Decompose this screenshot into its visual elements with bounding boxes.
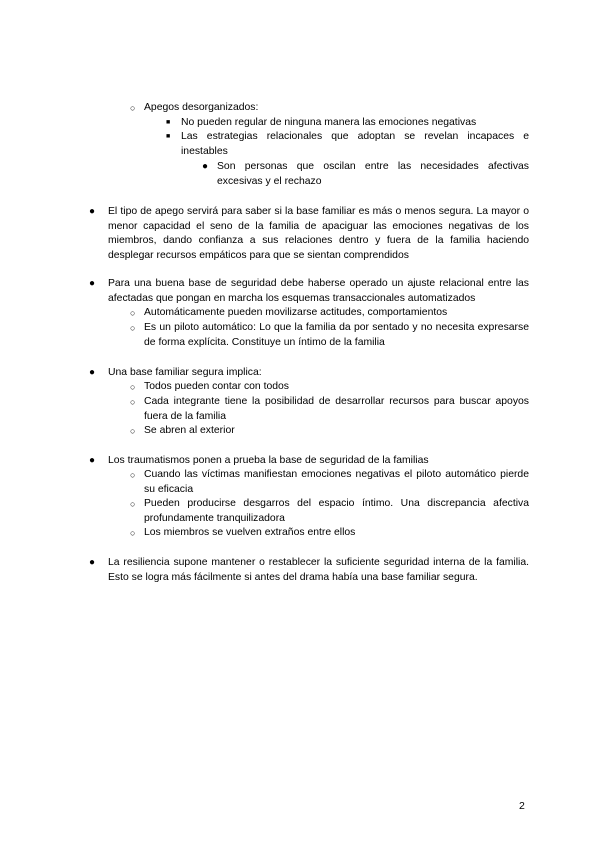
bullet-icon: ● xyxy=(89,278,96,289)
list-item: No pueden regular de ninguna manera las emociones negativas xyxy=(181,117,477,128)
list-item: Se abren al exterior xyxy=(144,425,235,436)
list-item: La resiliencia supone mantener o restablecer la suficiente seguridad interna de la familia. Esto se logra más fácilmente si antes del drama había una base familiar segura. xyxy=(108,557,529,583)
hollow-circle-bullet-icon: ○ xyxy=(130,308,136,318)
bullet-icon: ● xyxy=(89,557,96,568)
hollow-circle-bullet-icon: ○ xyxy=(130,103,136,113)
list-item: Los traumatismos ponen a prueba la base de seguridad de la familias xyxy=(108,455,429,466)
page-number: 2 xyxy=(519,800,525,812)
list-item: Es un piloto automático: Lo que la familia da por sentado y no necesita expresarse de forma explícita. Constituye un íntimo de la familia xyxy=(144,322,529,348)
hollow-circle-bullet-icon: ○ xyxy=(130,397,136,407)
hollow-circle-bullet-icon: ○ xyxy=(130,499,136,509)
hollow-circle-bullet-icon: ○ xyxy=(130,426,136,436)
bullet-icon: ● xyxy=(89,206,96,217)
hollow-circle-bullet-icon: ○ xyxy=(130,528,136,538)
list-item: Cada integrante tiene la posibilidad de desarrollar recursos para buscar apoyos fuera de la familia xyxy=(144,396,529,422)
bullet-icon: ● xyxy=(202,161,209,172)
list-item: Los miembros se vuelven extraños entre ellos xyxy=(144,527,356,538)
square-bullet-icon: ■ xyxy=(166,133,171,140)
list-item: Son personas que oscilan entre las necesidades afectivas excesivas y el rechazo xyxy=(217,161,529,187)
hollow-circle-bullet-icon: ○ xyxy=(130,323,136,333)
list-item: Cuando las víctimas manifiestan emociones negativas el piloto automático pierde su eficacia xyxy=(144,469,529,495)
hollow-circle-bullet-icon: ○ xyxy=(130,470,136,480)
list-item: Para una buena base de seguridad debe haberse operado un ajuste relacional entre las afectadas que pongan en marcha los esquemas transaccionales automatizados xyxy=(108,278,529,304)
bullet-icon: ● xyxy=(89,455,96,466)
list-item: Pueden producirse desgarros del espacio íntimo. Una discrepancia afectiva profundamente tranquilizadora xyxy=(144,498,529,524)
square-bullet-icon: ■ xyxy=(166,119,171,126)
list-item: Todos pueden contar con todos xyxy=(144,381,289,392)
list-item: Una base familiar segura implica: xyxy=(108,367,262,378)
list-item: Apegos desorganizados: xyxy=(144,102,259,113)
list-item: Automáticamente pueden movilizarse actitudes, comportamientos xyxy=(144,307,448,318)
list-item: El tipo de apego servirá para saber si la base familiar es más o menos segura. La mayor o menor capacidad el seno de la familia de apaciguar las emociones negativas de los miembros, dando confianza a sus relaciones dentro y fuera de la familia haciendo desplegar recursos empáticos para que se sientan comprendidos xyxy=(108,206,529,261)
list-item: Las estrategias relacionales que adoptan se revelan incapaces e inestables xyxy=(181,131,529,157)
hollow-circle-bullet-icon: ○ xyxy=(130,382,136,392)
bullet-icon: ● xyxy=(89,367,96,378)
